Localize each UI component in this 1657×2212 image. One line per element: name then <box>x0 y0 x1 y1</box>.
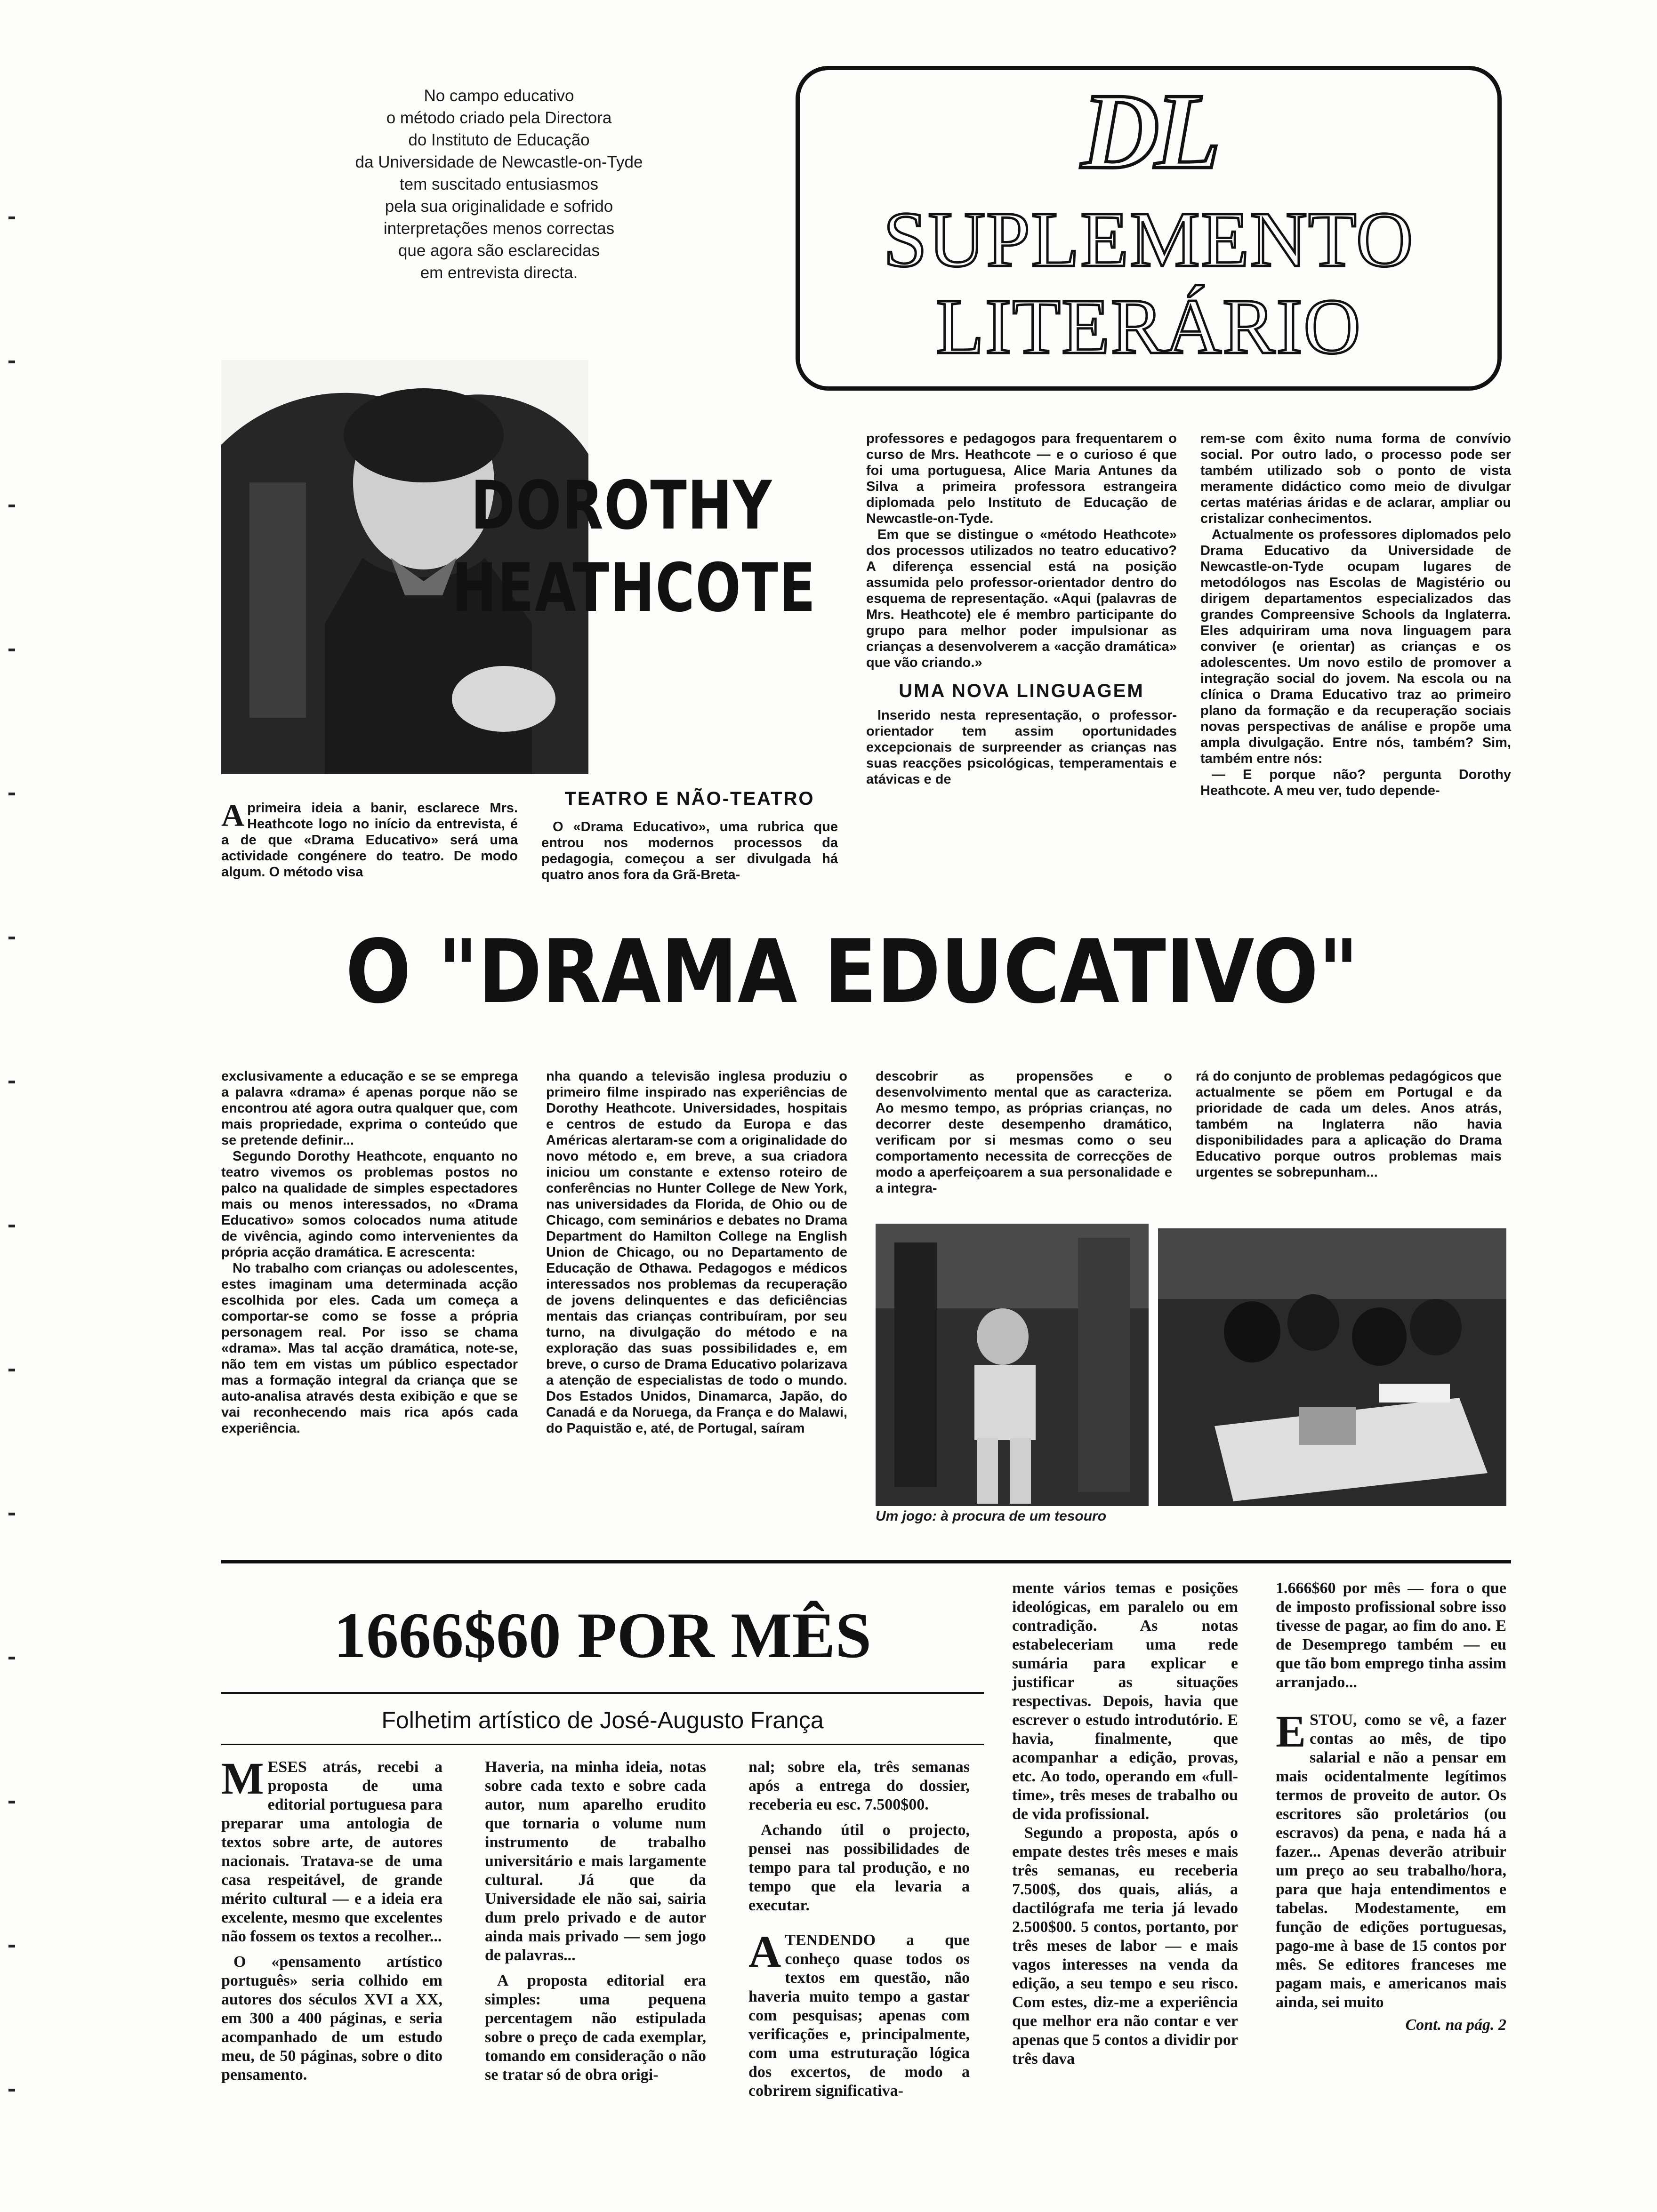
article1-bottom-col3 <box>876 1068 1172 1196</box>
game-photo-right <box>1158 1228 1506 1506</box>
paragraph: O «pensamento artístico português» seria colhido em autores dos séculos XVI a XX, em 300 a 400 páginas, e seria acompanhado de um estudo meu, de 50 páginas, sobre o dito pensamento. <box>221 1953 442 2084</box>
article2-headline: 1666$60 POR MÊS <box>333 1599 872 1671</box>
name-line1: DOROTHY <box>471 467 772 545</box>
paragraph: — E porque não? pergunta Dorothy Heathcote. A meu ver, tudo depende- <box>1200 767 1511 798</box>
paragraph: No trabalho com crianças ou adolescentes, estes imaginam uma determinada acção escolhida por eles. Cada um começa a comportar-se como se fosse a própria personagem real. Por isso se chama «drama». Mas tal acção dramática, note-se, não tem em vistas um público espectador mas a formação integral da criança que se auto-analisa através desta exibição e que se vai reconhecendo mais rica após cada experiência. <box>221 1261 518 1436</box>
article1-top-col1 <box>221 797 518 880</box>
masthead-line2: LITERÁRIO <box>935 283 1362 370</box>
paragraph: Em que se distingue o «método Heathcote» dos processos utilizados no teatro educativo? A diferença essencial está na posição assumida pelo professor-orientador dentro do esquema de representação. «Aqui (palavras de Mrs. Heathcote) ele é membro participante do grupo para melhor poder impulsionar as crianças a desenvolverem a «acção dramática» que vão criando.» <box>866 527 1177 670</box>
intro-line: em entrevista directa. <box>420 264 578 282</box>
intro-line: da Universidade de Newcastle-on-Tyde <box>355 153 643 171</box>
paragraph: descobrir as propensões e o desenvolvimento mental que as caracteriza. Ao mesmo tempo, as próprias crianças, no decorrer deste desempenho dramático, verificam por si mesmas como o seu comportamento necessita de correcções de modo a aperfeiçoarem a sua personalidade e a integra- <box>876 1069 1172 1196</box>
paragraph: Segundo Dorothy Heathcote, enquanto no teatro vivemos os problemas postos no palco na qualidade de simples espectadores mais ou menos interessados, no «Drama Educativo» somos colocados numa atitude de vivência, agindo como intervenientes da própria acção dramática. E acrescenta: <box>221 1149 518 1260</box>
intro-line: pela sua originalidade e sofrido <box>385 197 613 216</box>
paragraph: Actualmente os professores diplomados pelo Drama Educativo da Universidade de Newcastle-on-Tyde ocupam lugares de metodólogos nas Escolas de Magistério ou dirigem departamentos especializados das grandes Compreensive Schools da Inglaterra. Eles adquiriram uma nova linguagem para conviver (e orientar) as crianças e os adolescentes. Um novo estilo de promover a integração social do jovem. Na escola ou na clínica o Drama Educativo traz ao primeiro plano da formação e da recuperação sociais novas perspectivas de análise e propõe uma ampla divulgação. Entre nós, também? Sim, também entre nós: <box>1200 527 1511 766</box>
paragraph: 1.666$60 por mês — fora o que de imposto profissional sobre isso tivesse de pagar, ao fim do ano. E de Desemprego também — eu que tão bom emprego tinha assim arranjado... <box>1276 1579 1506 1691</box>
drop-cap: E <box>1276 1706 1306 1756</box>
game-photo-left-illustration <box>876 1224 1149 1506</box>
article1-bottom-col1 <box>221 1068 518 1436</box>
paragraph: Achando útil o projecto, pensei nas possibilidades de tempo para tal produção, e no tempo que ela levaria a executar. <box>748 1821 970 1914</box>
article2-byline: Folhetim artístico de José-Augusto França <box>381 1707 824 1733</box>
paragraph: STOU, como se vê, a fazer contas ao mês, de tipo salarial e não a pensar em mais ocidentalmente legítimos termos de proveito de autor. Os escritores são proletários (ou escravos) da pena, e nada há a fazer... Apenas deverão atribuir um preço ao seu trabalho/hora, para que haja entendimentos e tabelas. Modestamente, em função de edições portuguesas, pago-me à base de 15 contos por mês. Se editores franceses me pagam mais, e americanos mais ainda, sei muito <box>1276 1711 1506 2011</box>
continuation-link[interactable]: Cont. na pág. 2 <box>1405 2016 1506 2034</box>
paragraph: primeira ideia a banir, esclarece Mrs. Heathcote logo no início da entrevista, é a de que «Drama Educativo» será uma actividade congénere do teatro. De modo algum. O método visa <box>221 801 518 880</box>
byline-rule-bottom <box>221 1744 984 1745</box>
paragraph: rem-se com êxito numa forma de convívio social. Por outro lado, o processo pode ser também utilizado sob o ponto de vista meramente didáctico como meio de divulgar certas matérias áridas e de aclarar, ampliar ou cristalizar conhecimentos. <box>1200 431 1511 526</box>
article1-top-col3 <box>866 431 1177 787</box>
paragraph: mente vários temas e posições ideológicas, em paralelo ou em contradição. As notas estabeleceriam uma rede sumária para explicar e justificar as situações respectivas. Depois, havia que escrever o estudo introdutório. E havia, finalmente, que acompanhar a edição, provas, etc. Ao todo, operando em «full-time», três meses de trabalho ou de vida profissional. <box>1012 1579 1238 1823</box>
intro-line: interpretações menos correctas <box>383 219 615 238</box>
intro-blurb <box>264 85 734 284</box>
article1-top-col2 <box>541 819 838 883</box>
paragraph: A proposta editorial era simples: uma pequena percentagem não estipulada sobre o preço de cada exemplar, tomando em consideração o não se tratar só de obra origi- <box>485 1972 706 2084</box>
game-photo-right-illustration <box>1158 1228 1506 1506</box>
article2-col2 <box>485 1758 706 2084</box>
paragraph: Segundo a proposta, após o empate destes três meses e mais três semanas, eu receberia 7.500$, dos quais, aliás, a dactilógrafa me teria já levado 2.500$00. 5 contos, portanto, por três meses de labor — e mais vagos interesses na venda da edição, a seu tempo e seu risco. Com estes, diz-me a experiência que melhor era não contar e ver apenas que 5 contos a dividir por três dava <box>1012 1824 1238 2068</box>
section-divider <box>221 1560 1511 1563</box>
left-margin-ticks <box>8 75 15 2146</box>
paragraph: ESES atrás, recebi a proposta de uma editorial portuguesa para preparar uma antologia de textos sobre arte, de autores nacionais. Tratava-se de uma casa respeitável, de grande mérito cultural — e a ideia era excelente, mesmo que excelentes não fossem os textos a recolher... <box>221 1758 442 1945</box>
subhead-teatro <box>541 788 838 809</box>
paragraph: exclusivamente a educação e se se emprega a palavra «drama» é apenas porque não se encontrou até agora outra qualquer que, com mais propriedade, exprima o conteúdo que se pretende definir... <box>221 1069 518 1148</box>
paragraph: TENDENDO a que conheço quase todos os textos em questão, não haveria muito tempo a gastar com pesquisas; apenas com verificações e, principalmente, com uma estruturação lógica dos excertos, de modo a cobrirem significativa- <box>748 1931 970 2100</box>
masthead-box <box>796 66 1502 391</box>
article2-col4 <box>1012 1579 1238 2068</box>
article1-bottom-col2 <box>546 1068 847 1436</box>
intro-line: o método criado pela Directora <box>386 109 612 127</box>
byline-rule <box>221 1692 984 1694</box>
drop-cap: A <box>221 797 245 833</box>
intro-line: No campo educativo <box>424 87 574 105</box>
article2-col3 <box>748 1758 970 2100</box>
game-photo-left <box>876 1224 1149 1506</box>
paragraph: Inserido nesta representação, o professor-orientador tem assim oportunidades excepcionais de surpreender as crianças nas suas reacções psicológicas, temperamentais e atávicas e de <box>866 708 1177 787</box>
intro-line: que agora são esclarecidas <box>398 241 600 260</box>
paragraph: nal; sobre ela, três semanas após a entrega do dossier, receberia eu esc. 7.500$00. <box>748 1758 970 1813</box>
paragraph: O «Drama Educativo», uma rubrica que entrou nos modernos processos da pedagogia, começou a ser divulgada há quatro anos fora da Grã-Breta- <box>541 819 838 882</box>
intro-line: tem suscitado entusiasmos <box>399 175 599 193</box>
intro-line: do Instituto de Educação <box>408 131 590 149</box>
subhead-text: TEATRO E NÃO-TEATRO <box>564 788 815 809</box>
article1-bottom-col4 <box>1196 1068 1502 1180</box>
article2-col5 <box>1276 1579 1506 2035</box>
article1-headline: O "DRAMA EDUCATIVO" <box>346 921 1359 1023</box>
masthead-line1: SUPLEMENTO <box>883 196 1414 283</box>
article1-top-col4 <box>1200 431 1511 799</box>
photo-caption: Um jogo: à procura de um tesouro <box>876 1508 1107 1524</box>
drop-cap: M <box>221 1753 264 1803</box>
subhead-linguagem: UMA NOVA LINGUAGEM <box>899 681 1144 701</box>
drop-cap: A <box>748 1926 781 1977</box>
paragraph: professores e pedagogos para frequentarem o curso de Mrs. Heathcote — e o curioso é que foi uma portuguesa, Alice Maria Antunes da Silva a primeira professora estrangeira diplomada pelo Instituto de Educação de Newcastle-on-Tyde. <box>866 431 1177 526</box>
name-line2: HEATHCOTE <box>452 549 816 627</box>
paragraph: rá do conjunto de problemas pedagógicos que actualmente se põem em Portugal e da prioridade de cada um deles. Anos atrás, também na Inglaterra não havia disponibilidades para a aplicação do Drama Educativo porque outros problemas mais urgentes se sobrepunham... <box>1196 1069 1502 1180</box>
paragraph: nha quando a televisão inglesa produziu o primeiro filme inspirado nas experiências de Dorothy Heathcote. Universidades, hospitais e centros de estudo da Europa e das Américas alertaram-se com a originalidade do novo método e, em breve, a sua criadora iniciou um constante e extenso roteiro de conferências no Hunter College de New York, nas universidades da Florida, de Ohio ou de Chicago, com seminários e debates no Drama Department do Hamilton College na English Union de Chicago, ou no Departamento de Educação de Othawa. Pedagogos e médicos interessados nos problemas da recuperação de jovens delinquentes e das deficiências mentais das crianças contribuíram, por seu turno, na divulgação do método e na exploração das suas possibilidades e, em breve, o curso de Drama Educativo polarizava a atenção de especialistas de todo o mundo. Dos Estados Unidos, Dinamarca, Japão, do Canadá e da Noruega, da França e do Malawi, do Paquistão e, até, de Portugal, saíram <box>546 1069 847 1436</box>
paragraph: Haveria, na minha ideia, notas sobre cada texto e sobre cada autor, num aparelho erudito que tornaria o volume num instrumento de trabalho universitário e mais largamente cultural. Já que da Universidade ele não sai, sairia dum prelo privado e de autor ainda mais privado — sem jogo de palavras... <box>485 1758 706 1964</box>
masthead-logo: DL <box>1081 71 1216 191</box>
article2-col1 <box>221 1753 442 2084</box>
